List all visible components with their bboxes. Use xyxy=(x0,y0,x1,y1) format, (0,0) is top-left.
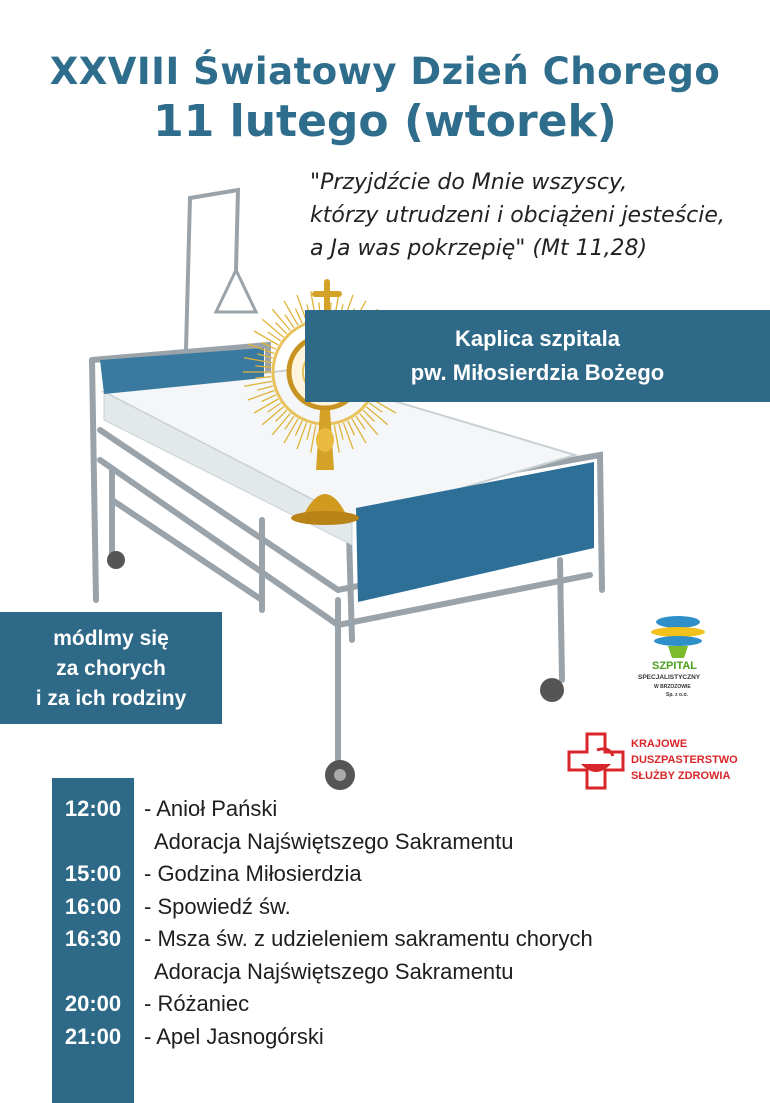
monstrance-ray xyxy=(284,419,298,443)
monstrance-ray xyxy=(343,423,353,449)
monstrance-ray xyxy=(262,342,277,349)
schedule-time: 20:00 xyxy=(64,991,122,1016)
red-cross-icon xyxy=(565,730,629,794)
monstrance-ray xyxy=(311,425,316,453)
schedule-time: 12:00 xyxy=(64,796,122,821)
ministry-logo xyxy=(565,730,765,800)
hospital-logo-line: W BRZOZOWIE xyxy=(654,684,691,690)
schedule-activity: - Msza św. z udzieleniem sakramentu chorych xyxy=(144,926,593,951)
monstrance-ray xyxy=(295,421,302,436)
schedule-row xyxy=(52,1020,770,1054)
schedule-row xyxy=(52,857,770,891)
monstrance-ray xyxy=(257,386,272,390)
schedule-activity: - Godzina Miłosierdzia xyxy=(144,861,362,886)
monstrance-ray xyxy=(255,377,271,378)
ministry-logo-line: KRAJOWE xyxy=(631,738,688,750)
schedule-activity: - Różaniec xyxy=(144,991,250,1016)
monstrance-ray xyxy=(284,301,298,325)
schedule-activity: Adoracja Najświętszego Sakramentu xyxy=(154,958,514,984)
monstrance-ray xyxy=(352,419,366,443)
monstrance-ray xyxy=(254,399,278,413)
monstrance-ray xyxy=(244,358,272,363)
schedule-time: 16:00 xyxy=(64,893,122,919)
hospital-logo-line: Sp. z o.o. xyxy=(666,692,688,698)
monstrance-ray xyxy=(248,344,274,354)
hospital-logo-line: SPECJALISTYCZNY xyxy=(638,674,701,681)
schedule-activity: - Spowiedź św. xyxy=(144,893,291,919)
quote-line: którzy utrudzeni i obciążeni jesteście, xyxy=(310,203,725,228)
monstrance-ray xyxy=(262,395,277,402)
location-line: Kaplica szpitala xyxy=(454,326,621,351)
ministry-logo-line: SŁUŻBY ZDROWIA xyxy=(631,770,731,782)
schedule-activity: Adoracja Najświętszego Sakramentu xyxy=(154,828,514,854)
schedule-time: 21:00 xyxy=(64,1023,122,1049)
hospital-logo-line: SZPITAL xyxy=(652,660,698,672)
schedule-activity: - Anioł Pański xyxy=(144,796,278,821)
schedule-time: 16:30 xyxy=(64,926,122,951)
monstrance-ray xyxy=(257,354,272,358)
schedule-row xyxy=(52,922,770,956)
schedule-row xyxy=(52,987,770,1021)
page-title: XXVIII Światowy Dzień Chorego xyxy=(49,50,721,93)
monstrance-ray xyxy=(244,381,272,386)
schedule-row xyxy=(52,955,770,989)
monstrance-ray xyxy=(255,366,271,367)
hospital-logo xyxy=(640,612,720,712)
monstrance-ray xyxy=(339,424,343,439)
monstrance-ray xyxy=(254,331,278,345)
prayer-line: za chorych xyxy=(56,657,166,680)
prayer-line: i za ich rodziny xyxy=(35,687,187,710)
location-line: pw. Miłosierdzia Bożego xyxy=(410,360,665,385)
schedule-row xyxy=(52,792,770,826)
monstrance-ray xyxy=(297,423,307,449)
prayer-banner xyxy=(0,612,222,724)
prayer-line: módlmy się xyxy=(53,627,169,650)
hospital-logo-icon xyxy=(644,612,714,660)
location-banner xyxy=(305,310,770,402)
monstrance-ray xyxy=(248,390,274,400)
schedule-row xyxy=(52,890,770,924)
ministry-logo-line: DUSZPASTERSTWO xyxy=(631,754,738,766)
quote-line: a Ja was pokrzepię" (Mt 11,28) xyxy=(310,236,648,261)
monstrance-ray xyxy=(348,421,355,436)
schedule-row xyxy=(52,825,770,859)
quote-line: "Przyjdźcie do Mnie wszyscy, xyxy=(310,170,628,195)
monstrance-ray xyxy=(334,425,339,453)
monstrance-ray xyxy=(307,424,311,439)
event-date: 11 lutego (wtorek) xyxy=(153,96,617,147)
schedule-activity: - Apel Jasnogórski xyxy=(144,1023,324,1049)
schedule-time: 15:00 xyxy=(64,861,122,886)
monstrance-ray xyxy=(295,309,302,324)
